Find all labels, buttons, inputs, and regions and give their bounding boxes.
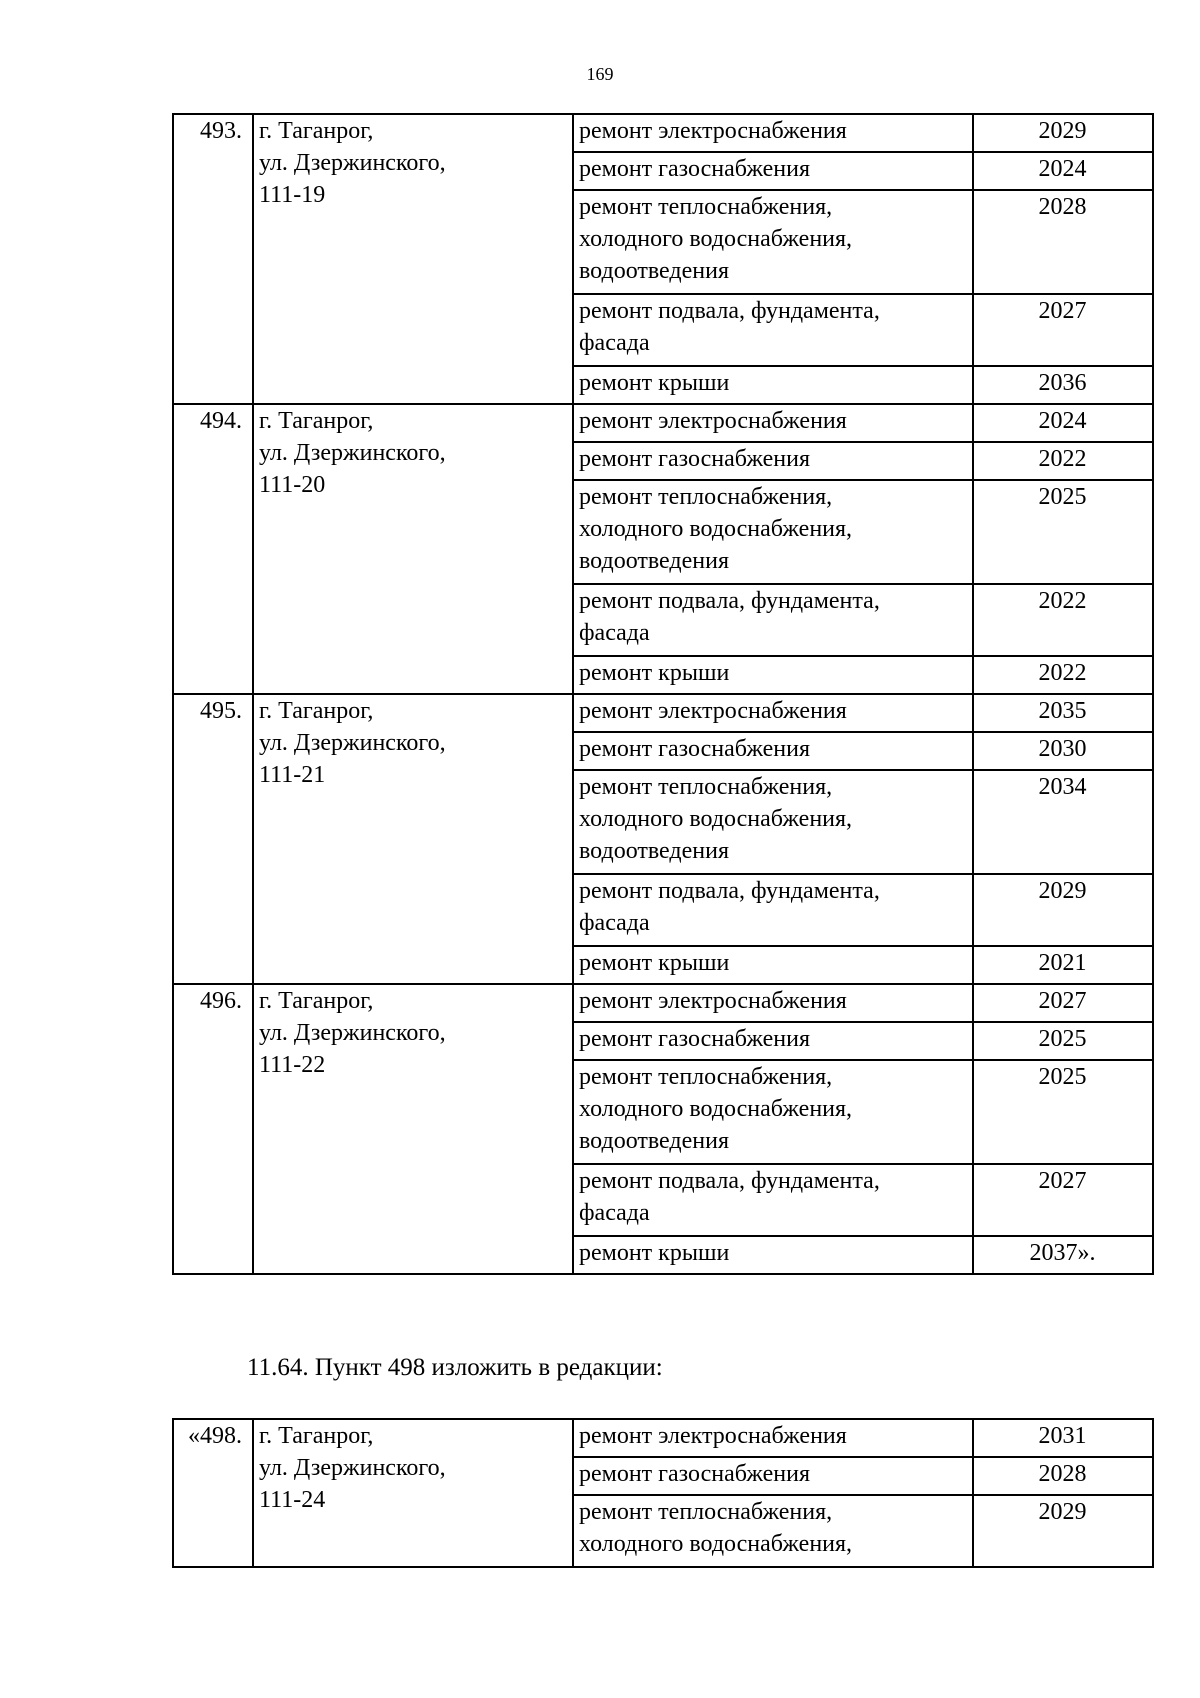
table-row	[173, 1419, 1153, 1457]
work-type-cell: ремонт теплоснабжения, холодного водоснабжения, водоотведения	[573, 1060, 973, 1164]
year-cell: 2025	[973, 1022, 1153, 1060]
work-type-cell: ремонт крыши	[573, 1236, 973, 1274]
year-cell: 2025	[973, 1060, 1153, 1164]
item-number: «498.	[173, 1419, 253, 1567]
year-cell: 2036	[973, 366, 1153, 404]
work-type-cell: ремонт электроснабжения	[573, 694, 973, 732]
table-row	[173, 114, 1153, 152]
year-cell: 2029	[973, 114, 1153, 152]
page-number: 169	[586, 64, 614, 84]
work-type-cell: ремонт крыши	[573, 946, 973, 984]
year-cell: 2024	[973, 404, 1153, 442]
work-type-cell: ремонт крыши	[573, 366, 973, 404]
work-type-cell: ремонт газоснабжения	[573, 152, 973, 190]
item-number: 495.	[173, 694, 253, 984]
work-type-cell: ремонт теплоснабжения, холодного водоснабжения, водоотведения	[573, 480, 973, 584]
work-type-cell: ремонт подвала, фундамента, фасада	[573, 584, 973, 656]
year-cell: 2030	[973, 732, 1153, 770]
work-type-cell: ремонт подвала, фундамента, фасада	[573, 1164, 973, 1236]
year-cell: 2022	[973, 442, 1153, 480]
item-number: 494.	[173, 404, 253, 694]
table-row	[173, 404, 1153, 442]
address-cell: г. Таганрог, ул. Дзержинского, 111-20	[253, 404, 573, 694]
amendment-instruction: 11.64. Пункт 498 изложить в редакции:	[247, 1354, 663, 1381]
table-row	[173, 984, 1153, 1022]
work-type-cell: ремонт газоснабжения	[573, 1457, 973, 1495]
year-cell: 2022	[973, 656, 1153, 694]
work-type-cell: ремонт подвала, фундамента, фасада	[573, 294, 973, 366]
year-cell: 2024	[973, 152, 1153, 190]
table-row	[173, 694, 1153, 732]
year-cell: 2027	[973, 984, 1153, 1022]
address-cell: г. Таганрог, ул. Дзержинского, 111-21	[253, 694, 573, 984]
work-type-cell: ремонт теплоснабжения, холодного водоснабжения, водоотведения	[573, 770, 973, 874]
address-cell: г. Таганрог, ул. Дзержинского, 111-22	[253, 984, 573, 1274]
work-type-cell: ремонт газоснабжения	[573, 442, 973, 480]
year-cell: 2028	[973, 1457, 1153, 1495]
work-type-cell: ремонт крыши	[573, 656, 973, 694]
year-cell: 2025	[973, 480, 1153, 584]
work-type-cell: ремонт электроснабжения	[573, 404, 973, 442]
work-type-cell: ремонт газоснабжения	[573, 1022, 973, 1060]
work-type-cell: ремонт газоснабжения	[573, 732, 973, 770]
address-cell: г. Таганрог, ул. Дзержинского, 111-19	[253, 114, 573, 404]
work-type-cell: ремонт электроснабжения	[573, 114, 973, 152]
year-cell: 2037».	[973, 1236, 1153, 1274]
work-type-cell: ремонт электроснабжения	[573, 1419, 973, 1457]
address-cell: г. Таганрог, ул. Дзержинского, 111-24	[253, 1419, 573, 1567]
year-cell: 2034	[973, 770, 1153, 874]
work-type-cell: ремонт электроснабжения	[573, 984, 973, 1022]
year-cell: 2029	[973, 1495, 1153, 1567]
item-number: 496.	[173, 984, 253, 1274]
year-cell: 2027	[973, 294, 1153, 366]
work-type-cell: ремонт теплоснабжения, холодного водоснабжения, водоотведения	[573, 190, 973, 294]
year-cell: 2029	[973, 874, 1153, 946]
year-cell: 2028	[973, 190, 1153, 294]
year-cell: 2031	[973, 1419, 1153, 1457]
year-cell: 2035	[973, 694, 1153, 732]
year-cell: 2022	[973, 584, 1153, 656]
work-type-cell: ремонт подвала, фундамента, фасада	[573, 874, 973, 946]
repair-schedule-table	[172, 113, 1154, 1275]
year-cell: 2021	[973, 946, 1153, 984]
amended-item-table	[172, 1418, 1154, 1568]
work-type-cell: ремонт теплоснабжения, холодного водоснабжения,	[573, 1495, 973, 1567]
year-cell: 2027	[973, 1164, 1153, 1236]
item-number: 493.	[173, 114, 253, 404]
